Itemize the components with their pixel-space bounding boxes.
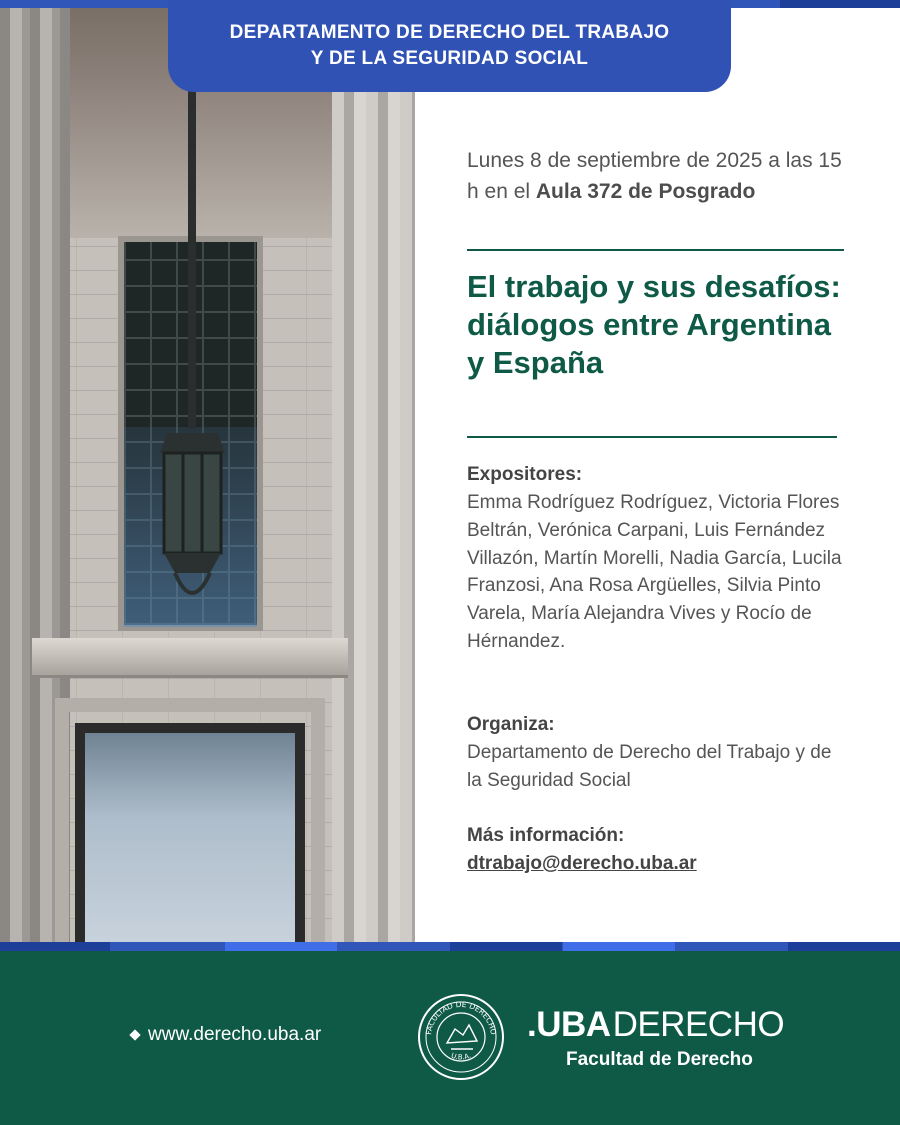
info-label: Más información: <box>467 825 625 846</box>
seal-bottom-text: U.B.A. <box>449 1051 473 1062</box>
lantern-icon <box>150 423 235 613</box>
uba-derecho-logo <box>527 1005 784 1045</box>
stripe-segment <box>0 942 110 951</box>
logo-derecho: DERECHO <box>612 1005 785 1044</box>
header-line-1: DEPARTAMENTO DE DERECHO DEL TRABAJO <box>229 22 670 43</box>
logo-subtitle: Facultad de Derecho <box>566 1049 753 1070</box>
organizer-label: Organiza: <box>467 714 555 735</box>
photo-cornice <box>32 638 348 678</box>
stripe-segment <box>225 942 337 951</box>
university-seal-icon <box>417 993 505 1081</box>
contact-email-link[interactable]: dtrabajo@derecho.uba.ar <box>467 853 697 874</box>
event-title: El trabajo y sus desafíos: diálogos entre Argentina y España <box>467 269 841 380</box>
event-location: Aula 372 de Posgrado <box>535 180 756 203</box>
speakers-list: Emma Rodríguez Rodríguez, Victoria Flores Beltrán, Verónica Carpani, Luis Fernández Villazón, Martín Morelli, Nadia García, Lucila Franzosi, Ana Rosa Argüelles, Silvia Pinto Varela, María Alejandra Vives y Rocío de Hérnandez. <box>467 492 842 652</box>
top-stripe-segment <box>780 0 900 8</box>
header-line-2: Y DE LA SEGURIDAD SOCIAL <box>310 48 589 69</box>
event-date-text: Lunes 8 de septiembre de 2025 a las 15 h en el <box>467 149 842 203</box>
photo-column-right <box>332 8 415 943</box>
stripe-segment <box>563 942 675 951</box>
department-header <box>168 0 731 92</box>
building-photo <box>0 8 415 943</box>
divider <box>467 436 837 438</box>
footer <box>0 951 900 1125</box>
bullet-diamond-icon <box>129 1029 140 1040</box>
divider <box>467 249 844 251</box>
organizer-name: Departamento de Derecho del Trabajo y de la Seguridad Social <box>467 742 832 791</box>
event-date <box>467 145 847 207</box>
svg-text:U.B.A. <box>450 1052 472 1062</box>
website-link[interactable]: www.derecho.uba.ar <box>148 1024 322 1045</box>
stripe-segment <box>450 942 562 951</box>
bottom-stripe <box>0 942 900 951</box>
photo-lower-window <box>75 723 305 943</box>
stripe-segment <box>788 942 900 951</box>
seal-top-text: FACULTAD DE DERECHO <box>424 999 498 1036</box>
speakers-label: Expositores: <box>467 464 583 485</box>
logo-uba: .UBA <box>527 1005 611 1044</box>
